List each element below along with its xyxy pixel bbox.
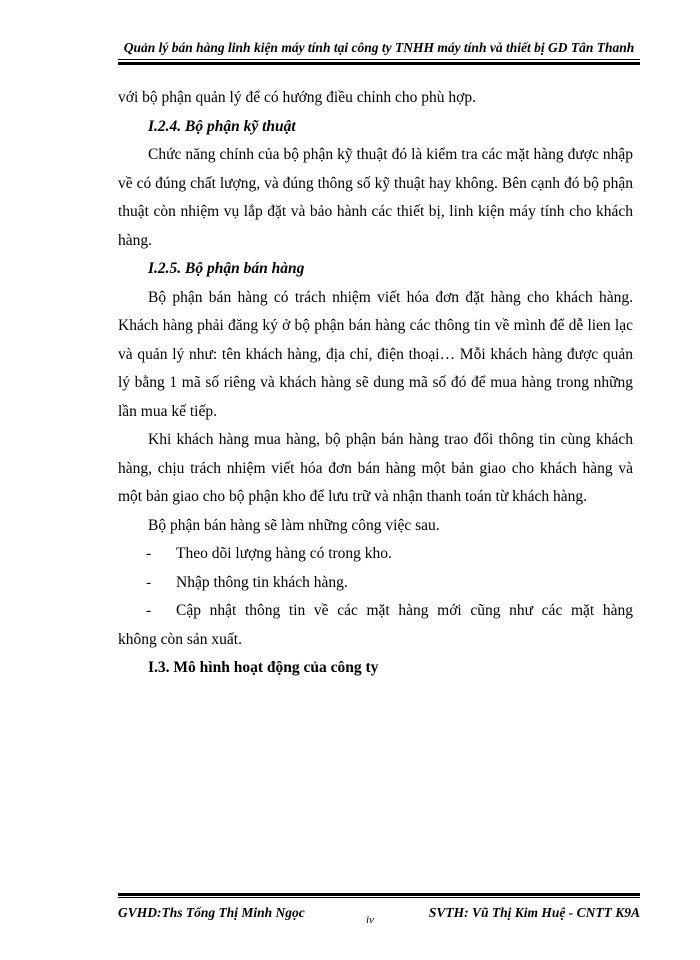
- list-item: [118, 569, 633, 598]
- section-heading-sales: I.2.5. Bộ phận bán hàng: [148, 260, 305, 277]
- header-title: Quản lý bán hàng linh kiện máy tính tại công ty TNHH máy tính và thiết bị GD Tân Thanh: [123, 40, 635, 55]
- footer-student: SVTH: Vũ Thị Kim Huệ - CNTT K9A: [428, 905, 640, 920]
- footer-supervisor: GVHD:Ths Tống Thị Minh Ngọc: [118, 905, 305, 920]
- footer-rule-thin: [118, 897, 640, 898]
- page-header: [118, 40, 640, 68]
- list-dash: -: [146, 573, 152, 591]
- page-body: [118, 84, 633, 683]
- header-rule-thin: [118, 59, 640, 60]
- list-item: [118, 540, 633, 569]
- paragraph-sales-1: Bộ phận bán hàng có trách nhiệm viết hóa đơn đặt hàng cho khách hàng. Khách hàng phải đăng ký ở bộ phận bán hàng các thông tin về mình để dễ lien lạc và quản lý như: tên khách hàng, địa chỉ, điện thoại… Mỗi khách hàng được quản lý bằng 1 mã số riêng và khách hàng sẽ dung mã số đó để mua hàng trong những lần mua kế tiếp.: [118, 288, 633, 420]
- list-item-continuation: không còn sản xuất.: [118, 630, 242, 648]
- paragraph-sales-3: Bộ phận bán hàng sẽ làm những công việc sau.: [148, 516, 440, 534]
- list-dash: -: [146, 602, 152, 619]
- list-item-text: Cập nhật thông tin về các mặt hàng mới cũng như các mặt hàng: [176, 602, 633, 619]
- list-item: [118, 597, 633, 626]
- section-heading-operation-model: I.3. Mô hình hoạt động của công ty: [148, 659, 379, 676]
- continued-paragraph: với bộ phận quản lý để có hướng điều chỉnh cho phù hợp.: [118, 89, 476, 106]
- paragraph-technical: Chức năng chính của bộ phận kỹ thuật đó là kiểm tra các mặt hàng được nhập về có đúng chất lượng, và đúng thông số kỹ thuật hay không. Bên cạnh đó bộ phận thuật còn nhiệm vụ lắp đặt và bảo hành các thiết bị, linh kiện máy tính cho khách hàng.: [118, 146, 633, 249]
- header-rule-thick: [118, 62, 640, 65]
- paragraph-sales-2: Khi khách hàng mua hàng, bộ phận bán hàng trao đổi thông tin cùng khách hàng, chịu trách nhiệm viết hóa đơn bán hàng một bản giao cho khách hàng và một bản giao cho bộ phận kho để lưu trữ và nhận thanh toán từ khách hàng.: [118, 431, 633, 505]
- list-item-text: Theo dõi lượng hàng có trong kho.: [176, 545, 392, 562]
- page-number: iv: [366, 914, 374, 926]
- footer-rule-thick: [118, 893, 640, 896]
- list-item-text: Nhập thông tin khách hàng.: [176, 573, 348, 591]
- page-footer: [118, 893, 640, 933]
- list-dash: -: [146, 545, 152, 562]
- section-heading-technical: I.2.4. Bộ phận kỹ thuật: [148, 117, 296, 135]
